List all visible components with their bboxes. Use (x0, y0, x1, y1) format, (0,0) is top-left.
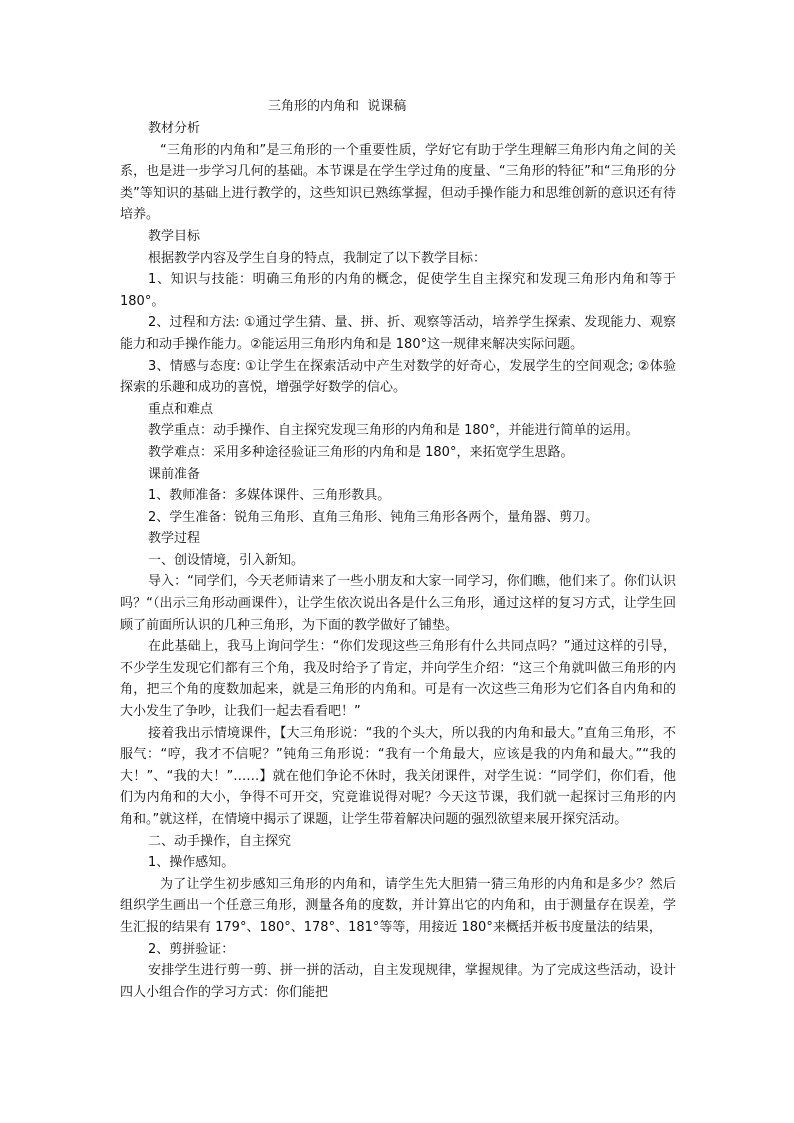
step-2-paragraph-1: 为了让学生初步感知三角形的内角和，请学生先大胆猜一猜三角形的内角和是多少？然后组织学生画出一个任意三角形，测量各角的度数，并计算出它的内角和，由于测量存在误差，学生汇报的结果有 179°、180°、178°、181°等等，用接近 180°来概括并板书度量法的结果， (120, 876, 676, 935)
step-1-paragraph-1: 导入：“同学们，今天老师请来了一些小朋友和大家一同学习，你们瞧，他们来了。你们认识吗？“（出示三角形动画课件），让学生依次说出各是什么三角形，通过这样的复习方式，让学生回顾了前面所认识的几种三角形，为下面的教学做好了铺垫。 (120, 574, 676, 633)
goal-3: 3、情感与态度: ①让学生在探索活动中产生对数学的好奇心，发展学生的空间观念; ②体验探索的乐趣和成功的喜悦，增强学好数学的信心。 (120, 358, 676, 396)
step-1-paragraph-2: 在此基础上，我马上询问学生：“你们发现这些三角形有什么共同点吗？”通过这样的引导，不少学生发现它们都有三个角，我及时给予了肯定，并向学生介绍：“这三个角就叫做三角形的内角，把三个角的度数加起来，就是三角形的内角和。可是有一次这些三角形为它们各自内角和的大小发生了争吵，让我们一起去看看吧！” (120, 639, 676, 720)
step-1-heading: 一、创设情境，引入新知。 (148, 552, 305, 568)
document-page (120, 96, 676, 1003)
section-heading-analysis: 教材分析 (148, 121, 201, 136)
section-heading-goals: 教学目标 (148, 228, 201, 244)
step-2-heading: 二、动手操作，自主探究 (148, 833, 292, 849)
key-point: 教学重点：动手操作、自主探究发现三角形的内角和是 180°，并能进行简单的运用。 (148, 423, 639, 439)
section-heading-key-points: 重点和难点 (148, 401, 214, 417)
difficult-point: 教学难点：采用多种途径验证三角形的内角和是 180°，来拓宽学生思路。 (148, 444, 574, 460)
document-title: 三角形的内角和 说课稿 (268, 99, 407, 114)
step-2-paragraph-2: 安排学生进行剪一剪、拼一拼的活动，自主发现规律，掌握规律。为了完成这些活动，设计四人小组合作的学习方式：你们能把 (120, 963, 676, 1000)
step-2-sub-1: 1、操作感知。 (148, 855, 235, 871)
step-1-paragraph-3: 接着我出示情境课件，【大三角形说：“我的个头大，所以我的内角和最大。”直角三角形，不服气：“哼，我才不信呢？”钝角三角形说：“我有一个角最大，应该是我的内角和最大。”“我的大！”、“我的大！”……】就在他们争论不休时，我关闭课件，对学生说：“同学们，你们看，他们为内角和的大小，争得不可开交，究竟谁说得对呢？今天这节课，我们就一起探讨三角形的内角和。”就这样，在情境中揭示了课题，让学生带着解决问题的强烈欲望来展开探究活动。 (120, 725, 676, 827)
section-heading-preparation: 课前准备 (148, 466, 201, 482)
analysis-paragraph: “三角形的内角和”是三角形的一个重要性质，学好它有助于学生理解三角形内角之间的关系，也是进一步学习几何的基础。本节课是在学生学过角的度量、“三角形的特征”和“三角形的分类”等知识的基础上进行教学的，这些知识已熟练掌握，但动手操作能力和思维创新的意识还有待培养。 (120, 142, 676, 223)
step-2-sub-2: 2、剪拼验证： (148, 941, 235, 957)
goal-1: 1、知识与技能：明确三角形的内角的概念，促使学生自主探究和发现三角形内角和等于 180°。 (120, 272, 676, 309)
preparation-student: 2、学生准备：锐角三角形、直角三角形、钝角三角形各两个，量角器、剪刀。 (148, 509, 599, 525)
goals-intro: 根据教学内容及学生自身的特点，我制定了以下教学目标： (148, 250, 487, 266)
section-heading-process: 教学过程 (148, 531, 201, 547)
goal-2: 2、过程和方法: ①通过学生猜、量、拼、折、观察等活动，培养学生探索、发现能力、观察能力和动手操作能力。②能运用三角形内角和是 180°这一规律来解决实际问题。 (120, 315, 676, 352)
preparation-teacher: 1、教师准备：多媒体课件、三角形教具。 (148, 488, 391, 504)
